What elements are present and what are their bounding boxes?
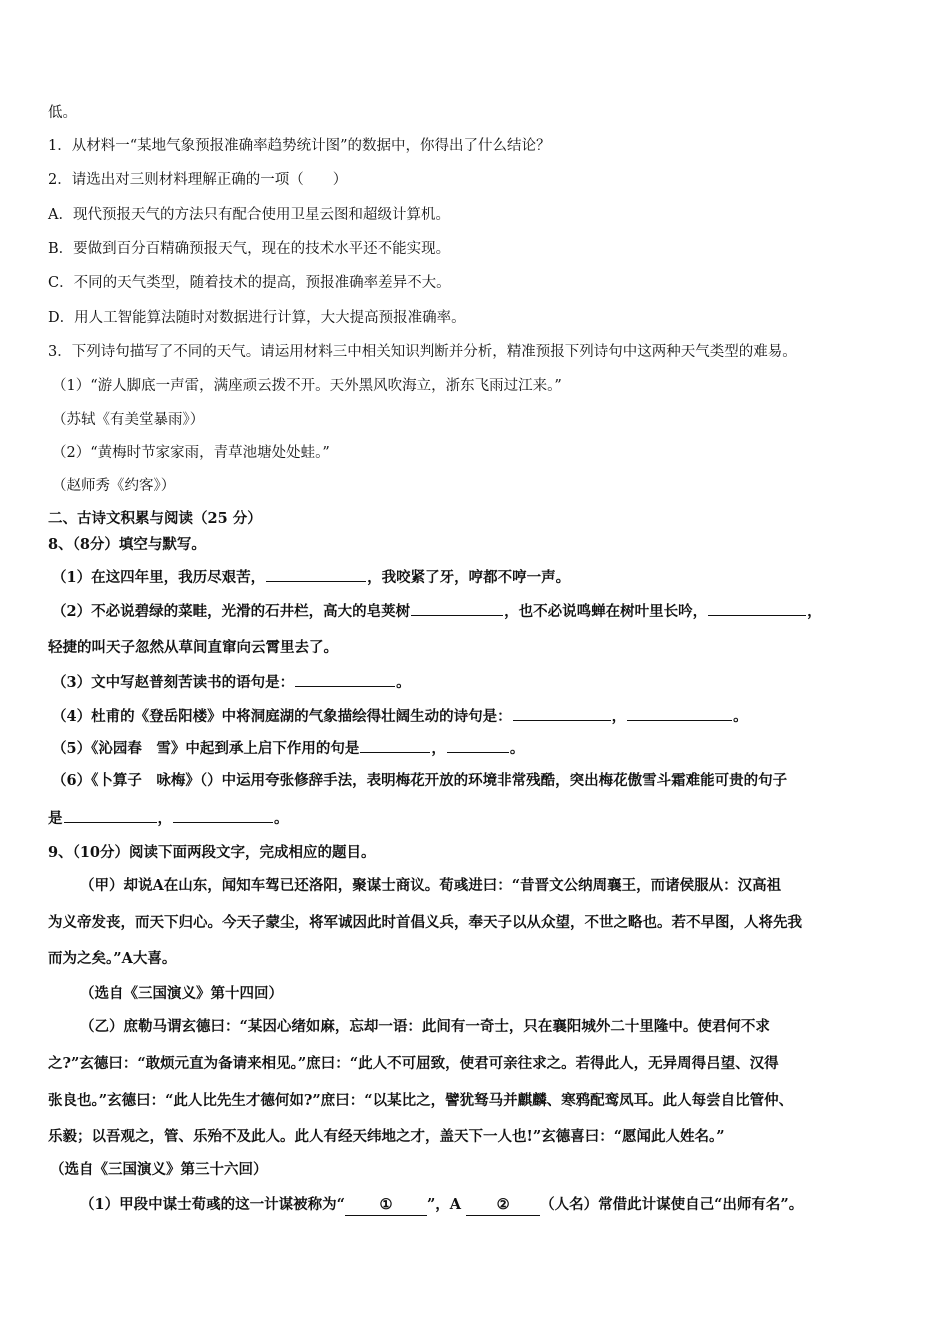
passage-jia-line: （甲）却说A在山东，闻知车驾已还洛阳，聚谋士商议。荀彧进曰：“昔晋文公纳周襄王，而诸侯服从：汉高祖 <box>80 877 782 894</box>
fill-1: （1）在这四年里，我历尽艰苦， ，我咬紧了牙，哼都不哼一声。 <box>52 569 571 586</box>
sub-question-1: （1）甲段中谋士荀彧的这一计谋被称为“ ① ”，A ② （人名）常借此计谋使自己“出师有名”。 <box>80 1195 803 1216</box>
poem-1-source: （苏轼《有美堂暴雨》） <box>52 412 205 428</box>
answer-blank[interactable] <box>360 738 430 753</box>
passage-jia-line: 而为之矣。”A大喜。 <box>48 950 177 967</box>
poem-1: （1）“游人脚底一声雷，满座顽云拨不开。天外黑风吹海立，浙东飞雨过江来。” <box>52 378 562 394</box>
question-8: 8、（8分）填空与默写。 <box>48 536 206 553</box>
answer-blank[interactable] <box>64 808 157 823</box>
question-1: 1．从材料一“某地气象预报准确率趋势统计图”的数据中，你得出了什么结论？ <box>48 138 551 154</box>
poem-2: （2）“黄梅时节家家雨，青草池塘处处蛙。” <box>52 445 330 461</box>
fill-5: （5）《沁园春 雪》中起到承上启下作用的句是 ， 。 <box>52 740 525 757</box>
answer-blank-2[interactable]: ② <box>466 1195 540 1216</box>
question-2: 2．请选出对三则材料理解正确的一项（ ） <box>48 172 348 188</box>
passage-yi-line: （乙）庶勒马谓玄德曰：“某因心绪如麻，忘却一语：此间有一奇士，只在襄阳城外二十里隆中。使君何不求 <box>80 1018 770 1035</box>
section-heading: 二、古诗文积累与阅读（25 分） <box>48 510 262 527</box>
fill-3: （3）文中写赵普刻苦读书的语句是： 。 <box>52 674 411 691</box>
poem-2-source: （赵师秀《约客》） <box>52 478 176 494</box>
passage-jia-source: （选自《三国演义》第十四回） <box>80 985 283 1002</box>
fill-6: （6）《卜算子 咏梅》（）中运用夸张修辞手法，表明梅花开放的环境非常残酷，突出梅花傲雪斗霜难能可贵的句子 <box>52 772 788 789</box>
answer-blank[interactable] <box>295 672 395 687</box>
fill-6-cont: 是 ， 。 <box>48 810 289 827</box>
fill-2: （2）不必说碧绿的菜畦，光滑的石井栏，高大的皂荚树 ，也不必说鸣蝉在树叶里长吟， ， <box>52 603 822 620</box>
fill-2-cont: 轻捷的叫天子忽然从草间直窜向云霄里去了。 <box>48 639 338 656</box>
answer-blank[interactable] <box>447 738 509 753</box>
fill-4: （4）杜甫的《登岳阳楼》中将洞庭湖的气象描绘得壮阔生动的诗句是： ， 。 <box>52 708 748 725</box>
answer-blank[interactable] <box>266 567 366 582</box>
text-line: 低。 <box>48 105 77 121</box>
passage-jia-line: 为义帝发丧，而天下归心。今天子蒙尘，将军诚因此时首倡义兵，奉天子以从众望，不世之略也。若不早图，人将先我 <box>48 914 802 931</box>
answer-blank[interactable] <box>513 706 611 721</box>
passage-yi-line: 张良也。”玄德曰：“此人比先生才德何如?”庶曰：“以某比之，譬犹驽马并麒麟、寒鸦配鸾凤耳。此人每尝自比管仲、 <box>48 1092 794 1109</box>
passage-yi-source: （选自《三国演义》第三十六回） <box>50 1161 268 1178</box>
answer-blank-1[interactable]: ① <box>345 1195 427 1216</box>
option-d: D．用人工智能算法随时对数据进行计算，大大提高预报准确率。 <box>48 310 466 326</box>
question-9: 9、（10分）阅读下面两段文字，完成相应的题目。 <box>48 844 376 861</box>
option-c: C．不同的天气类型，随着技术的提高，预报准确率差异不大。 <box>48 275 451 291</box>
passage-yi-line: 乐毅；以吾观之，管、乐殆不及此人。此人有经天纬地之才，盖天下一人也!”玄德喜曰：“愿闻此人姓名。” <box>48 1128 725 1145</box>
question-3: 3．下列诗句描写了不同的天气。请运用材料三中相关知识判断并分析，精准预报下列诗句中这两种天气类型的难易。 <box>48 344 797 360</box>
answer-blank[interactable] <box>411 601 503 616</box>
answer-blank[interactable] <box>627 706 732 721</box>
answer-blank[interactable] <box>173 808 273 823</box>
option-b: B．要做到百分百精确预报天气，现在的技术水平还不能实现。 <box>48 241 451 257</box>
option-a: A．现代预报天气的方法只有配合使用卫星云图和超级计算机。 <box>48 207 450 223</box>
passage-yi-line: 之?”玄德曰：“敢烦元直为备请来相见。”庶曰：“此人不可屈致，使君可亲往求之。若得此人，无异周得吕望、汉得 <box>48 1055 779 1072</box>
answer-blank[interactable] <box>708 601 806 616</box>
